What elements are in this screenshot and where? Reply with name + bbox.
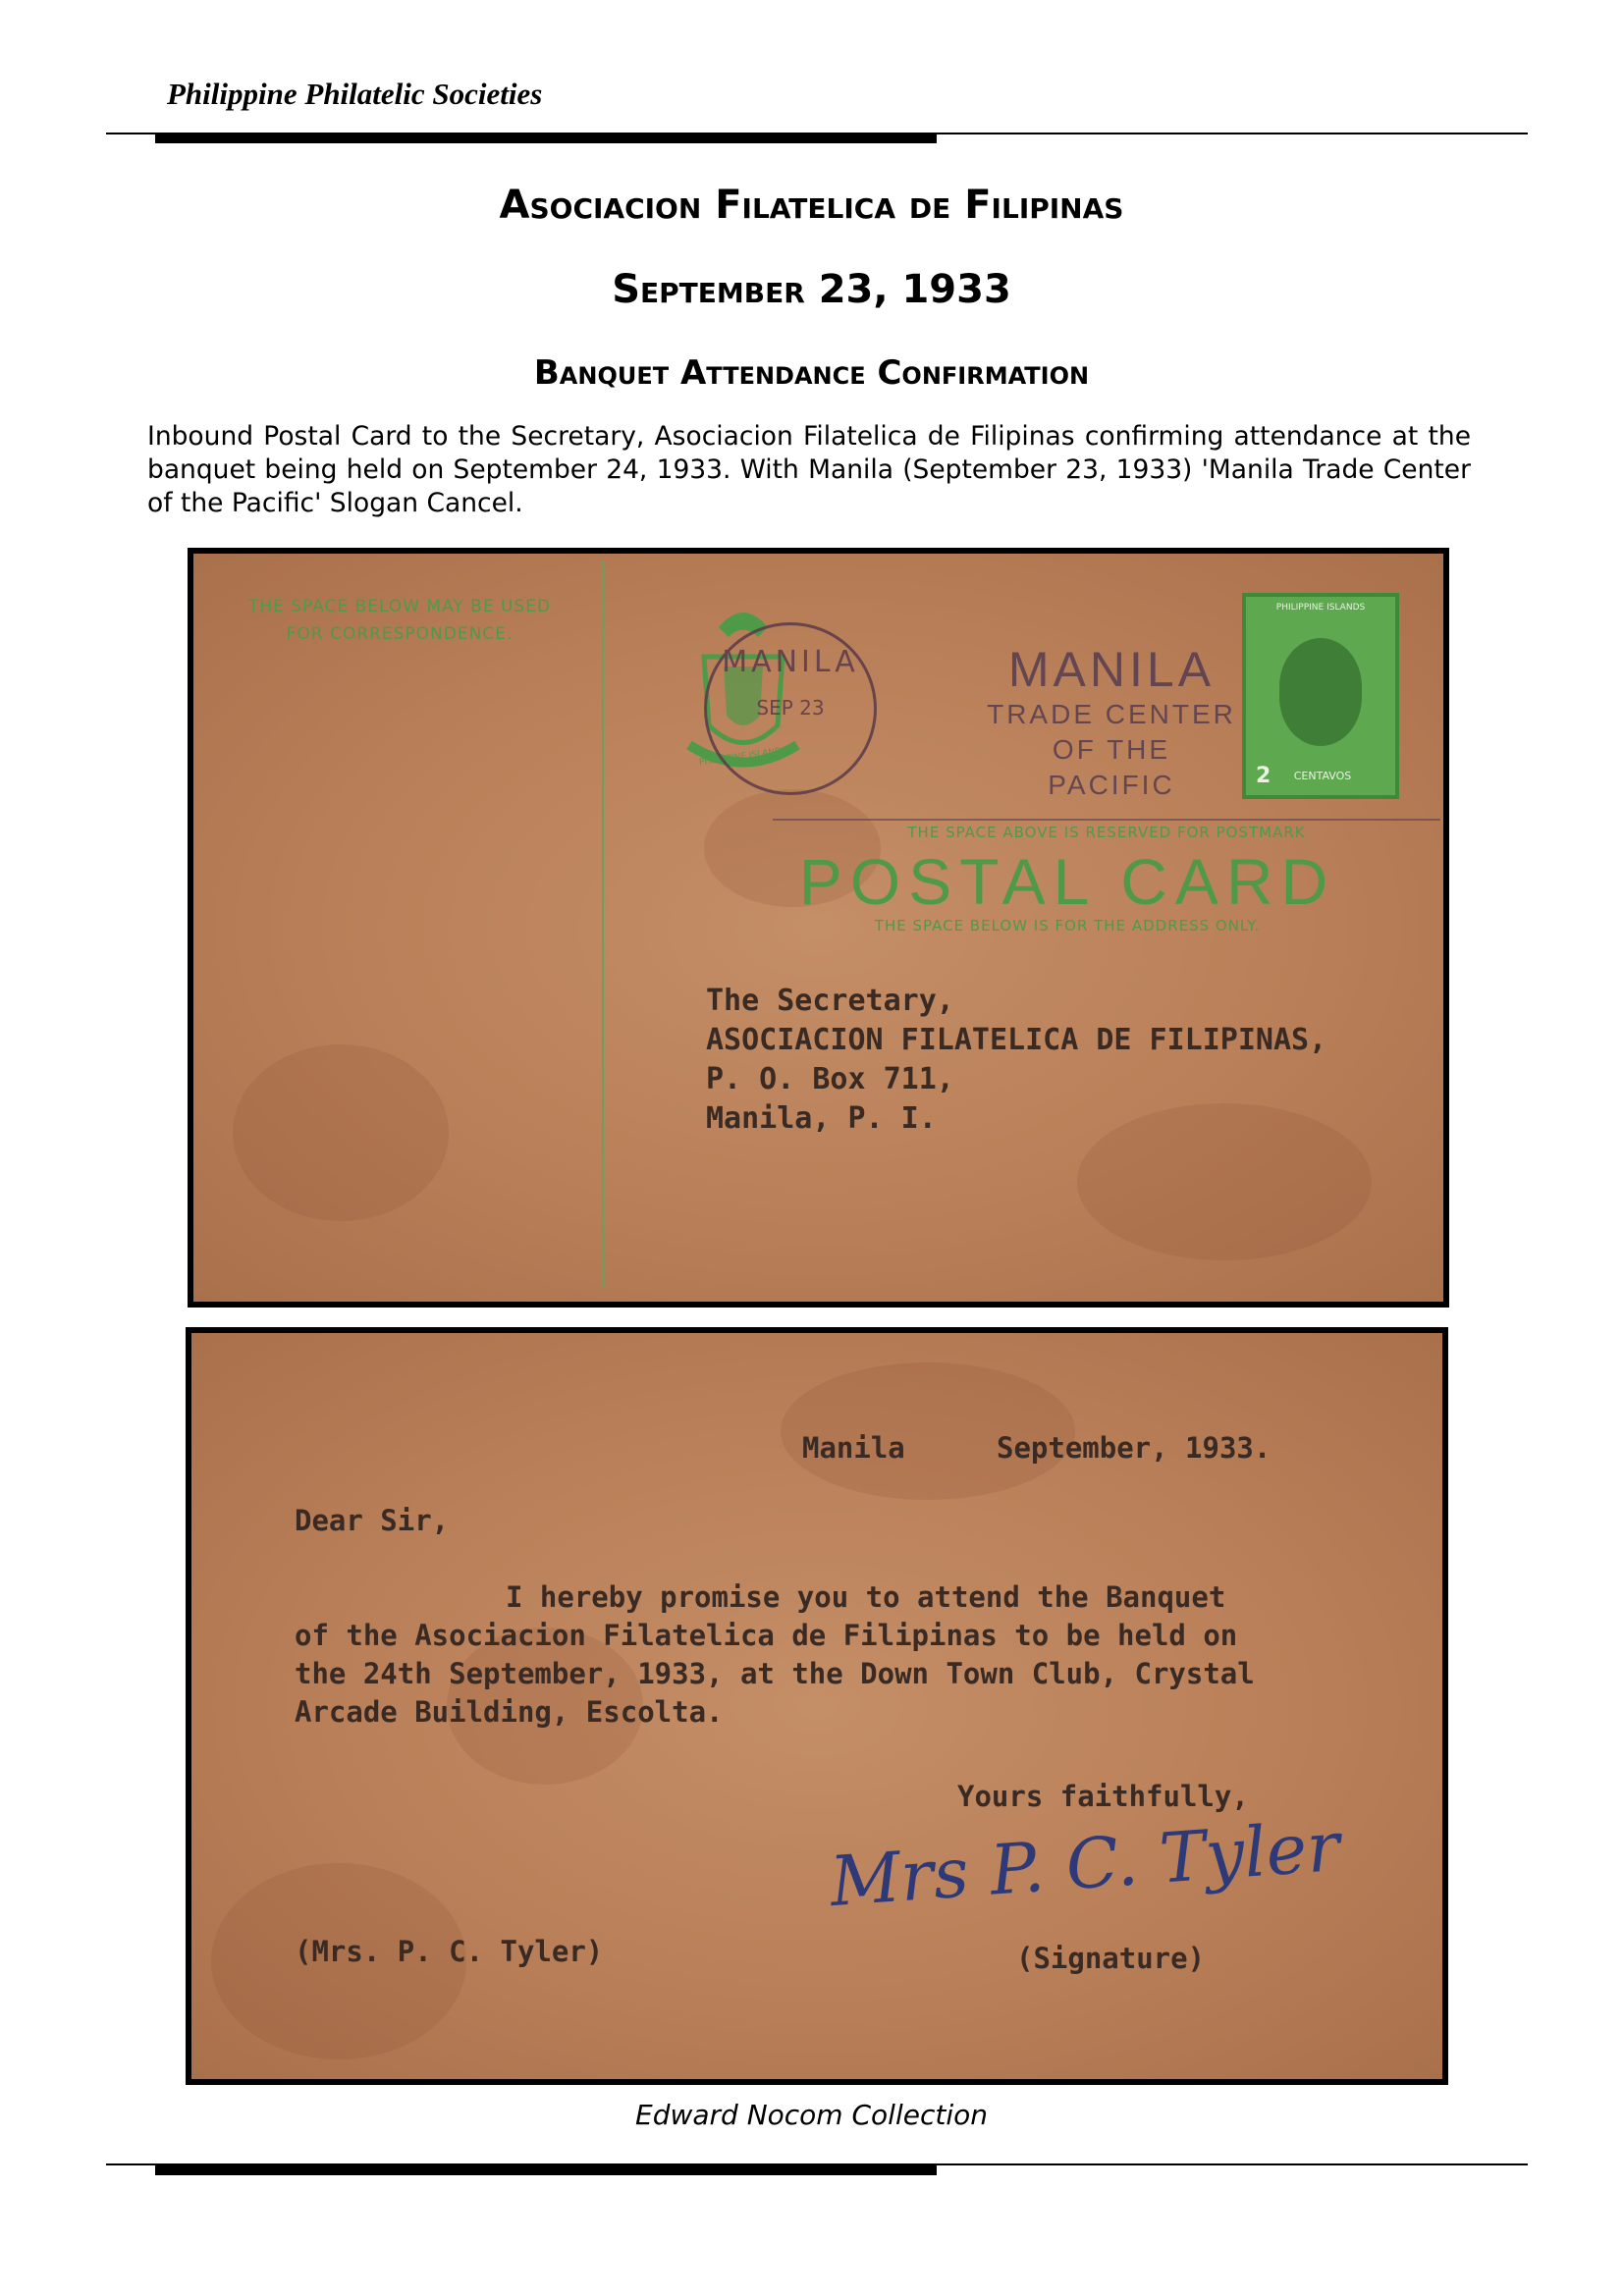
postmark-note: THE SPACE ABOVE IS RESERVED FOR POSTMARK	[907, 824, 1306, 841]
stamp-portrait-icon	[1279, 638, 1362, 746]
correspondence-note	[223, 593, 576, 648]
slogan-cancel	[969, 642, 1254, 803]
typed-name: (Mrs. P. C. Tyler)	[295, 1935, 604, 1968]
page-subtitle: Banquet Attendance Confirmation	[533, 353, 1090, 393]
stamp-value: 2	[1256, 764, 1271, 788]
letter-body-line-2: of the Asociacion Filatelica de Filipinas to be held on	[295, 1619, 1238, 1652]
slogan-line-1: MANILA	[1007, 642, 1216, 697]
letter-place: Manila	[802, 1431, 905, 1465]
signature-label: (Signature)	[1016, 1942, 1206, 1975]
stamp-country: PHILIPPINE ISLANDS	[1275, 603, 1366, 613]
postal-card-back	[186, 1327, 1448, 2085]
postmark-city: MANILA	[722, 645, 859, 679]
postal-card-front	[188, 548, 1449, 1308]
letter-body-line-3: the 24th September, 1933, at the Down Town Club, Crystal	[295, 1657, 1255, 1690]
address-line-4: Manila, P. I.	[706, 1101, 937, 1136]
correspondence-note-line-1: THE SPACE BELOW MAY BE USED	[247, 597, 552, 616]
intro-paragraph: Inbound Postal Card to the Secretary, Asociacion Filatelica de Filipinas confirming attendance at the banquet being held on September 24, 1933. With Manila (September 23, 1933) 'Manila Trade Center of the Pacific' Slogan Cancel.	[147, 421, 1471, 518]
card-divider	[602, 561, 604, 1288]
postal-card-title: POSTAL CARD	[798, 845, 1336, 918]
letter-body	[295, 1578, 1255, 1732]
letter-body-line-4: Arcade Building, Escolta.	[295, 1695, 724, 1729]
header-rule-bold	[155, 133, 937, 143]
address-line-1: The Secretary,	[706, 984, 954, 1018]
postmark-date: SEP 23	[756, 696, 825, 720]
slogan-line-3: OF THE	[1052, 734, 1171, 765]
address-note: THE SPACE BELOW IS FOR THE ADDRESS ONLY.	[874, 917, 1261, 934]
collection-caption: Edward Nocom Collection	[635, 2099, 988, 2131]
address-line-2: ASOCIACION FILATELICA DE FILIPINAS,	[706, 1023, 1327, 1057]
round-postmark	[704, 622, 877, 795]
cancel-line	[773, 819, 1440, 821]
letter-date: September, 1933.	[997, 1431, 1271, 1465]
running-header: Philippine Philatelic Societies	[167, 77, 543, 111]
page-date: September 23, 1933	[612, 267, 1011, 312]
letter-body-line-1: I hereby promise you to attend the Banquet	[506, 1580, 1226, 1614]
seal-ribbon: PHILIPPINE ISLANDS	[698, 745, 788, 769]
slogan-line-4: PACIFIC	[1048, 770, 1175, 800]
stamp-denomination: CENTAVOS	[1293, 770, 1352, 782]
page-title: Asociacion Filatelica de Filipinas	[499, 183, 1124, 228]
address-line-3: P. O. Box 711,	[706, 1062, 954, 1096]
postage-stamp	[1242, 593, 1399, 799]
footer-rule-bold	[155, 2165, 937, 2175]
handwritten-signature: Mrs P. C. Tyler	[827, 1805, 1343, 1923]
letter-closing: Yours faithfully,	[957, 1780, 1249, 1813]
slogan-line-2: TRADE CENTER	[987, 699, 1236, 729]
address-block	[706, 982, 1326, 1139]
correspondence-note-line-2: FOR CORRESPONDENCE.	[286, 624, 514, 644]
letter-salutation: Dear Sir,	[295, 1504, 450, 1537]
